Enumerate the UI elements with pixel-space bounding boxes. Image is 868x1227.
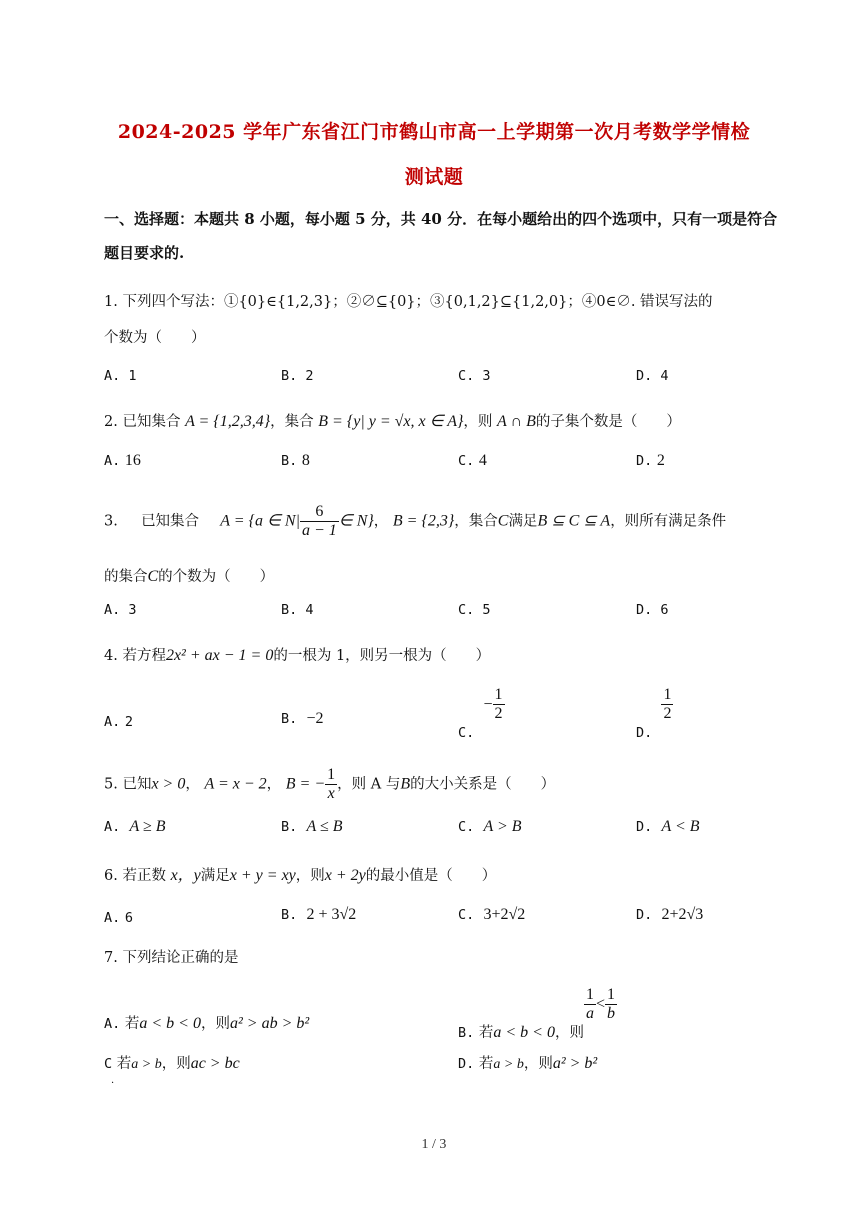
fraction: $\frac{1}{x}$ (327, 766, 336, 802)
option-a: A. 16 (104, 452, 141, 469)
option-b: B. 2 + 3√2 (281, 906, 357, 923)
question-text: 已知集合 (141, 513, 200, 530)
exam-title-line2: 测试题 (404, 166, 464, 188)
option-d: D. A < B (636, 818, 700, 835)
question-text: ，则所有满足条件 (610, 513, 727, 530)
question-number: 6. (104, 868, 118, 884)
exam-title-line1: 2024-2025 学年广东省江门市鹤山市高一上学期第一次月考数学学情检 (117, 121, 751, 143)
math-expr: x + 2y (324, 867, 366, 884)
math-expr: x + y = xy (229, 867, 296, 884)
option-a: A. 2 (104, 714, 134, 730)
question-7 (104, 946, 238, 967)
question-text: 满足 (200, 868, 230, 884)
question-1 (104, 290, 713, 311)
fraction: $\frac{6}{a - 1}$ (301, 503, 337, 539)
question-text: ，则 A 与 (337, 776, 401, 793)
math-expr: B (400, 775, 411, 793)
question-text: 若正数 (122, 868, 166, 884)
question-text: 下列四个写法：①{0}∈{1,2,3}；②∅⊆{0}；③{0,1,2}⊆{1,2,0}；④0∈∅. 错误写法的 (122, 294, 713, 310)
section-heading: 一、选择题：本题共 8 小题，每小题 5 分，共 40 分．在每小题给出的四个选项中，只有一项是符合题目要求的. (104, 210, 778, 262)
question-text: ，则 (295, 868, 325, 884)
option-c: C. 5 (458, 602, 491, 618)
option-a: A. 3 (104, 602, 137, 618)
math-expr: C (497, 512, 509, 530)
question-4 (104, 644, 490, 665)
question-number: 7. (104, 950, 118, 966)
fraction: $\frac{1}{b}$ (607, 986, 615, 1022)
question-number: 4. (104, 648, 118, 664)
fraction: $\frac{1}{2}$ (494, 686, 503, 722)
question-1-line2: 个数为（ ） (104, 330, 206, 346)
question-number: 3. (104, 513, 118, 530)
option-d: D. 4 (636, 368, 669, 384)
question-number: 2. (104, 414, 118, 430)
math-expr: B ⊆ C ⊆ A (537, 512, 611, 530)
option-d: D. 6 (636, 602, 669, 618)
option-a: A. A ≥ B (104, 818, 166, 835)
question-number: 5. (104, 776, 118, 793)
fraction: $\frac{1}{2}$ (663, 686, 672, 722)
option-d: D. $\frac{1}{2}$ (636, 686, 672, 741)
math-expr: B = − (285, 775, 326, 793)
math-expr: A = {a ∈ N| (220, 512, 300, 530)
question-text: 的最小值是（ ） (365, 868, 497, 884)
math-expr: 2x² + ax − 1 = 0 (165, 647, 274, 664)
question-number: 1. (104, 294, 118, 310)
question-text: 若方程 (122, 648, 166, 664)
option-c: C. 3 (458, 368, 491, 384)
option-c: C. 3+2√2 (458, 906, 526, 923)
option-c: C. 4 (458, 452, 487, 469)
option-d: D. 若a > b，则a² > b² (458, 1055, 598, 1072)
fraction: $\frac{1}{a}$ (585, 986, 594, 1022)
math-expr: x > 0 (151, 775, 186, 793)
option-a: A. 若a < b < 0，则a² > ab > b² (104, 1015, 310, 1032)
option-d: D. 2+2√3 (636, 906, 704, 923)
question-text: 已知集合 (122, 414, 181, 430)
question-text: 满足 (508, 513, 538, 530)
option-b: B. 2 (281, 368, 314, 384)
math-expr: A = x − 2 (204, 775, 267, 793)
question-6 (104, 862, 496, 885)
math-expr: x，y (170, 867, 201, 884)
question-text: 的子集个数是（ ） (535, 414, 681, 430)
question-text: 下列结论正确的是 (122, 950, 239, 966)
question-3: 3. 已知集合 A = {a ∈ N| $\frac{6}{a - 1}$ ∈ N}， B = {2,3}，集合C满足B ⊆ C ⊆ A，则所有满足条件 (104, 503, 727, 539)
option-d: D. 2 (636, 452, 665, 469)
option-b: B. −2 (281, 710, 324, 727)
question-text: ，集合 (454, 513, 498, 530)
option-b: B. 8 (281, 452, 310, 469)
question-2 (104, 410, 681, 431)
option-a: A. 6 (104, 910, 134, 926)
page-number: 1 / 3 (421, 1137, 447, 1152)
question-text: 的大小关系是（ ） (410, 776, 556, 793)
question-5: 5. 已知x > 0， A = x − 2， B = − $\frac{1}{x}$ ，则 A 与B的大小关系是（ ） (104, 766, 556, 802)
option-c: C. − $\frac{1}{2}$ (458, 686, 503, 741)
option-a: A. 1 (104, 368, 137, 384)
question-text: ，集合 (270, 414, 314, 430)
option-b: B. 4 (281, 602, 314, 618)
question-text: 已知 (122, 776, 152, 793)
option-c: C. A > B (458, 818, 522, 835)
math-expr: B = {y| y = √x, x ∈ A} (318, 413, 464, 430)
math-expr: A = {1,2,3,4} (185, 413, 271, 430)
question-text: 的一根为 1，则另一根为（ ） (273, 648, 491, 664)
option-b: B. 若a < b < 0，则 $\frac{1}{a}$ < $\frac{1}{b}$ (458, 986, 615, 1041)
question-text: ，则 (463, 414, 493, 430)
option-c: C 若a > b，则ac > bc (104, 1055, 240, 1072)
math-expr: ∈ N} (338, 512, 374, 530)
math-expr: B = {2,3} (392, 512, 455, 530)
math-expr: A ∩ B (497, 413, 536, 430)
question-3-line2: 的集合C的个数为（ ） (104, 568, 275, 585)
option-b: B. A ≤ B (281, 818, 343, 835)
stray-dot: · (111, 1078, 115, 1089)
